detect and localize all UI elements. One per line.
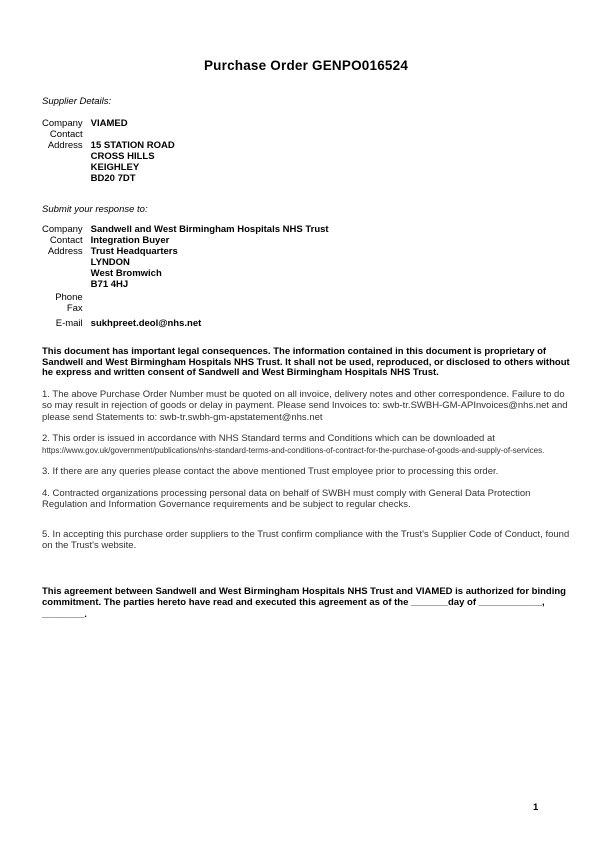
legal-notice: This document has important legal consequences. The information contained in this document is proprietary of Sandwell and West Birmingham Hospitals NHS Trust. It shall not be used, reproduced, or disclosed to others without he express and written consent of Sandwell and West Birmingham Hospitals NHS Trust. bbox=[42, 346, 570, 378]
term-2-text: 2. This order is issued in accordance with NHS Standard terms and Conditions which can be downloaded at bbox=[42, 433, 495, 444]
response-fax-value bbox=[91, 303, 329, 314]
response-company-row bbox=[42, 224, 329, 235]
response-address-value bbox=[91, 246, 329, 290]
supplier-company-row bbox=[42, 118, 175, 129]
response-email-label: E-mail bbox=[55, 318, 83, 329]
response-company-label: Company bbox=[42, 224, 83, 235]
term-3: 3. If there are any queries please contact the above mentioned Trust employee prior to processing this order. bbox=[42, 466, 499, 477]
supplier-address-line: CROSS HILLS bbox=[90, 151, 155, 162]
supplier-contact-row bbox=[42, 129, 175, 140]
agreement-statement: This agreement between Sandwell and West Birmingham Hospitals NHS Trust and VIAMED is authorized for binding commitment. The parties hereto have read and executed this agreement as of the _______day of ____________, ________. bbox=[42, 585, 566, 620]
response-company-value: Sandwell and West Birmingham Hospitals NHS Trust bbox=[90, 224, 329, 235]
term-2 bbox=[42, 433, 570, 456]
term-1: 1. The above Purchase Order Number must be quoted on all invoice, delivery notes and other correspondence. Failure to do so may result in rejection of goods or delay in payment. Please send Invoices to: swb-tr.SWBH-GM-APInvoices@nhs.net and please send Statements to: swb-tr.swbh-gm-apstatement@nhs.net bbox=[42, 388, 568, 423]
supplier-details-block bbox=[42, 118, 175, 184]
response-contact-row bbox=[42, 235, 329, 246]
response-phone-row bbox=[42, 290, 329, 303]
response-address-line: B71 4HJ bbox=[90, 279, 129, 290]
supplier-address-line: 15 STATION ROAD bbox=[90, 140, 175, 151]
supplier-details-heading: Supplier Details: bbox=[42, 96, 112, 107]
response-address-row bbox=[42, 246, 329, 290]
submit-response-heading: Submit your response to: bbox=[42, 204, 148, 215]
supplier-address-line: KEIGHLEY bbox=[90, 162, 140, 173]
response-details-block bbox=[42, 224, 329, 329]
response-email-row bbox=[42, 314, 329, 329]
supplier-address-line: BD20 7DT bbox=[90, 173, 136, 184]
response-address-line: Trust Headquarters bbox=[90, 246, 178, 257]
supplier-company-label: Company bbox=[42, 118, 83, 129]
page-number: 1 bbox=[533, 802, 539, 813]
page-title: Purchase Order GENPO016524 bbox=[203, 58, 409, 73]
supplier-address-value bbox=[91, 140, 175, 184]
term-2-url: https://www.gov.uk/government/publications/nhs-standard-terms-and-conditions-of-contract-for-the-purchase-of-goods-and-supply-of-services. bbox=[42, 445, 545, 455]
response-address-label: Address bbox=[47, 246, 83, 257]
response-contact-label: Contact bbox=[49, 235, 83, 246]
supplier-address-row bbox=[42, 140, 175, 184]
supplier-company-value: VIAMED bbox=[90, 118, 128, 129]
term-4: 4. Contracted organizations processing personal data on behalf of SWBH must comply with General Data Protection Regulation and Information Governance requirements and be subject to regular checks. bbox=[42, 487, 531, 510]
response-phone-label: Phone bbox=[55, 292, 83, 303]
supplier-contact-value bbox=[91, 129, 175, 140]
supplier-address-label: Address bbox=[47, 140, 83, 151]
response-address-line: West Bromwich bbox=[90, 268, 162, 279]
response-phone-value bbox=[91, 290, 329, 303]
response-fax-row bbox=[42, 303, 329, 314]
term-5: 5. In accepting this purchase order suppliers to the Trust confirm compliance with the Trust's Supplier Code of Conduct, found on the Trust's website. bbox=[42, 528, 570, 551]
response-contact-value: Integration Buyer bbox=[90, 235, 170, 246]
response-email-value: sukhpreet.deol@nhs.net bbox=[90, 318, 202, 329]
response-fax-label: Fax bbox=[66, 303, 83, 314]
supplier-contact-label: Contact bbox=[49, 129, 83, 140]
response-address-line: LYNDON bbox=[90, 257, 130, 268]
